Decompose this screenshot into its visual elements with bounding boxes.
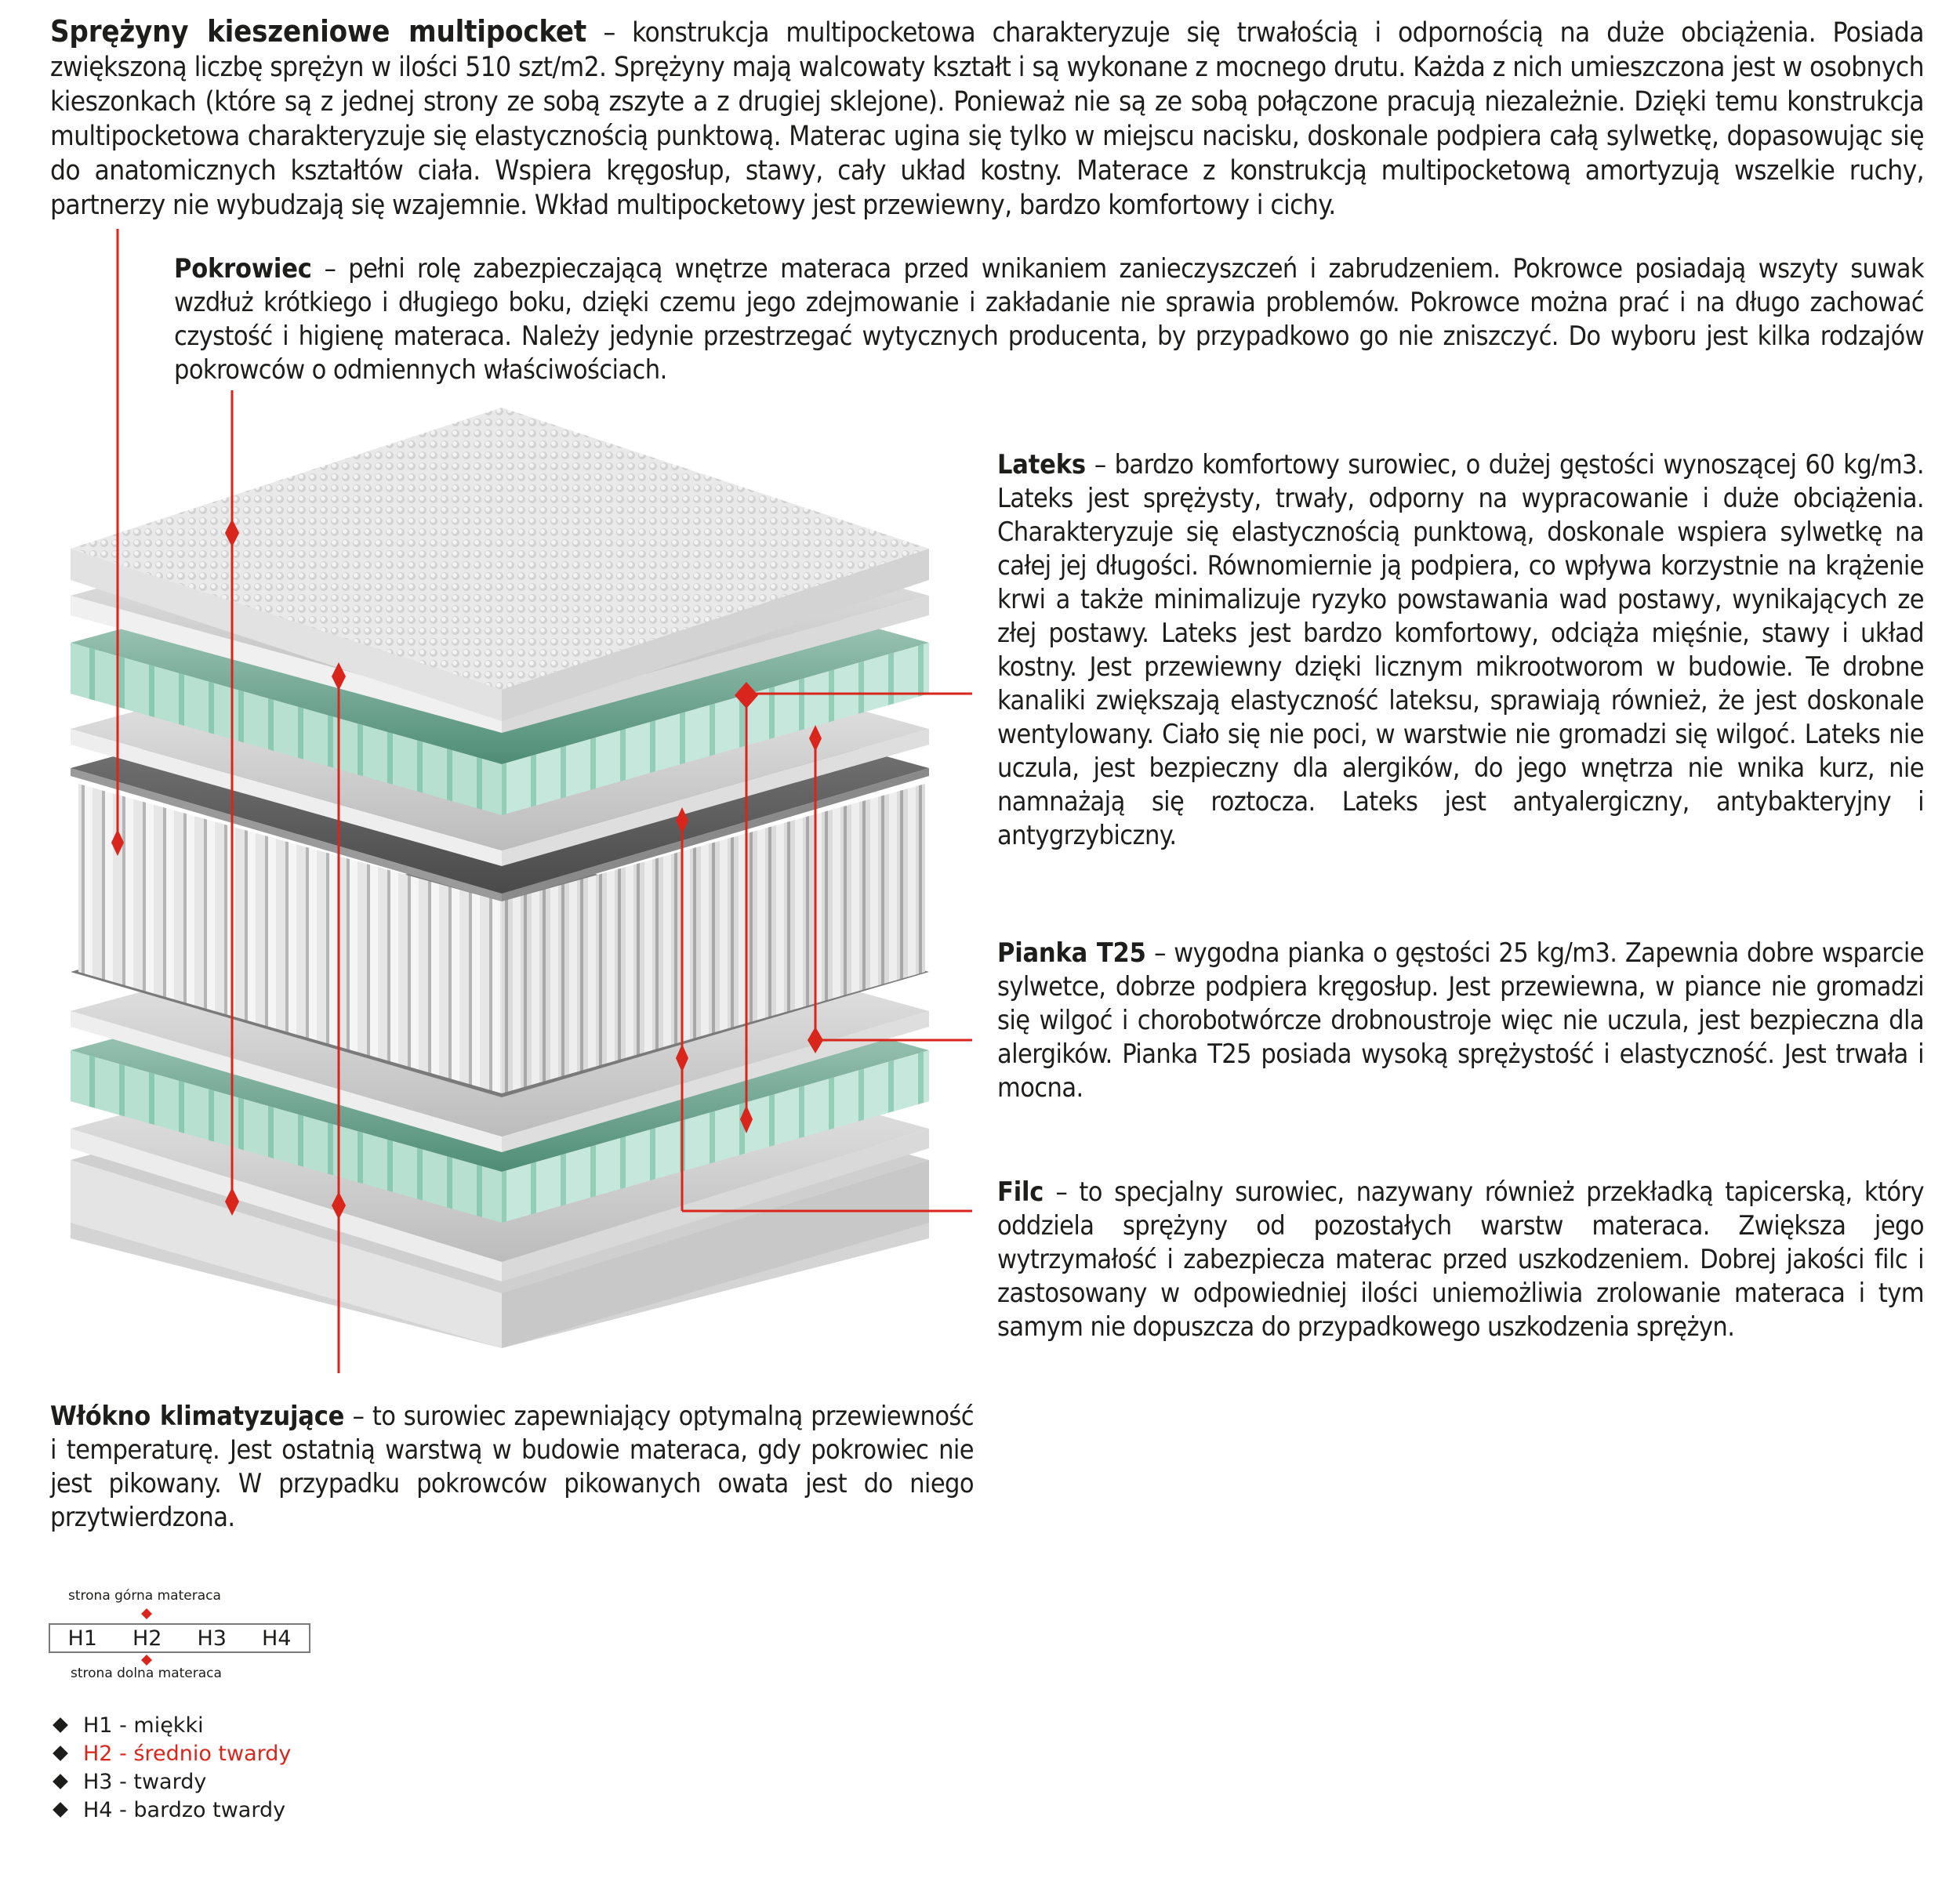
diamond-bullet-icon bbox=[53, 1717, 68, 1733]
section-title: Pokrowiec bbox=[174, 253, 312, 285]
section-text: – bardzo komfortowy surowiec, o dużej gęstości wynoszącej 60 kg/m3. Lateks jest sprężysty, trwały, odporny na wypracowanie i duże obciążenia. Charakteryzuje się elastycznością punktową, doskonale wspiera sylwetkę na całej jej długości. Równomiernie ją podpiera, co wpływa korzystnie na krążenie krwi a także minimalizuje ryzyko powstawania wad postawy, wynikających ze złej postawy. Lateks jest bardzo komfortowy, odciąża mięśnie, stawy i układ kostny. Jest przewiewny dzięki licznym mikrootworom w budowie. Te drobne kanaliki zwiększają elastyczność lateksu, sprawiają również, że jest doskonale wentylowany. Ciało się nie poci, w warstwie nie gromadzi się wilgoć. Lateks nie uczula, jest bezpieczny dla alergików, do jego wnętrza nie wnika kurz, nie namnażają się roztocza. Lateks jest antyalergiczny, antybakteryjny i antygrzybiczny. bbox=[997, 449, 1924, 851]
scale-level: H3 bbox=[197, 1626, 227, 1651]
section-title: Lateks bbox=[997, 449, 1086, 480]
legend-label: H1 - miękki bbox=[83, 1713, 204, 1738]
section-text: – wygodna pianka o gęstości 25 kg/m3. Zapewnia dobre wsparcie sylwetce, dobrze podpiera kręgosłup. Jest przewiewna, w piance nie gromadzi się wilgoć i chorobotwórcze drobnoustroje więc nie uczula, jest bezpieczna dla alergików. Pianka T25 posiada wysoką sprężystość i elastyczność. Jest trwała i mocna. bbox=[997, 937, 1924, 1104]
legend-label: H2 - średnio twardy bbox=[83, 1741, 292, 1766]
legend-label: H3 - twardy bbox=[83, 1769, 207, 1794]
bottom-marker-icon bbox=[141, 1655, 152, 1666]
scale-top-label: strona górna materaca bbox=[68, 1588, 221, 1604]
diamond-bullet-icon bbox=[53, 1802, 68, 1818]
legend-label: H4 - bardzo twardy bbox=[83, 1797, 286, 1822]
section-title: Włókno klimatyzujące bbox=[50, 1401, 345, 1432]
section-title: Sprężyny kieszeniowe multipocket bbox=[50, 14, 587, 49]
section-text: – to surowiec zapewniający optymalną przewiewność i temperaturę. Jest ostatnią warstwą w budowie materaca, gdy pokrowiec nie jest pikowany. W przypadku pokrowców pikowanych owata jest do niego przytwierdzona. bbox=[50, 1401, 974, 1533]
hardness-scale bbox=[49, 1623, 310, 1653]
scale-level: H4 bbox=[262, 1626, 292, 1651]
section-text: – pełni rolę zabezpieczającą wnętrze materaca przed wnikaniem zanieczyszczeń i zabrudzeniem. Pokrowce posiadają wszyty suwak wzdłuż krótkiego i długiego boku, dzięki czemu jego zdejmowanie i zakładanie nie sprawia problemów. Pokrowce można prać i na długo zachować czystość i higienę materaca. Należy jedynie przestrzegać wytycznych producenta, by przypadkowo go nie zniszczyć. Do wyboru jest kilka rodzajów pokrowców o odmiennych właściwościach. bbox=[174, 253, 1924, 386]
diamond-bullet-icon bbox=[53, 1774, 68, 1789]
section-title: Filc bbox=[997, 1176, 1044, 1208]
section-text: – to specjalny surowiec, nazywany również przekładką tapicerską, który oddziela sprężyny od pozostałych warstw materaca. Zwiększa jego wytrzymałość i zabezpiecza materac przed uszkodzeniem. Dobrej jakości filc i zastosowany w odpowiedniej ilości uniemożliwia zrolowanie materaca i tym samym nie dopuszcza do przypadkowego uszkodzenia sprężyn. bbox=[997, 1176, 1924, 1343]
section-text: – konstrukcja multipocketowa charakteryzuje się trwałością i odpornością na duże obciążenia. Posiada zwiększoną liczbę sprężyn w ilości 510 szt/m2. Sprężyny mają walcowaty kształt i są wykonane z mocnego drutu. Każda z nich umieszczona jest w osobnych kieszonkach (które są z jednej strony ze sobą zszyte a z drugiej sklejone). Ponieważ nie są ze sobą połączone pracują niezależnie. Dzięki temu konstrukcja multipocketowa charakteryzuje się elastycznością punktową. Materac ugina się tylko w miejscu nacisku, doskonale podpiera całą sylwetkę, dopasowując się do anatomicznych kształtów ciała. Wspiera kręgosłup, stawy, cały układ kostny. Materace z konstrukcją multipocketową amortyzują wszelkie ruchy, partnerzy nie wybudzają się wzajemnie. Wkład multipocketowy jest przewiewny, bardzo komfortowy i cichy. bbox=[50, 17, 1925, 221]
hardness-legend bbox=[49, 1711, 291, 1824]
scale-bottom-label: strona dolna materaca bbox=[71, 1666, 222, 1681]
legend-item bbox=[49, 1767, 291, 1796]
section-title: Pianka T25 bbox=[997, 937, 1146, 969]
scale-level: H1 bbox=[67, 1626, 97, 1651]
diamond-bullet-icon bbox=[53, 1746, 68, 1761]
legend-item bbox=[49, 1796, 291, 1824]
legend-item bbox=[49, 1711, 291, 1739]
legend-item bbox=[49, 1739, 291, 1767]
scale-level: H2 bbox=[132, 1626, 162, 1651]
top-marker-icon bbox=[141, 1608, 152, 1619]
